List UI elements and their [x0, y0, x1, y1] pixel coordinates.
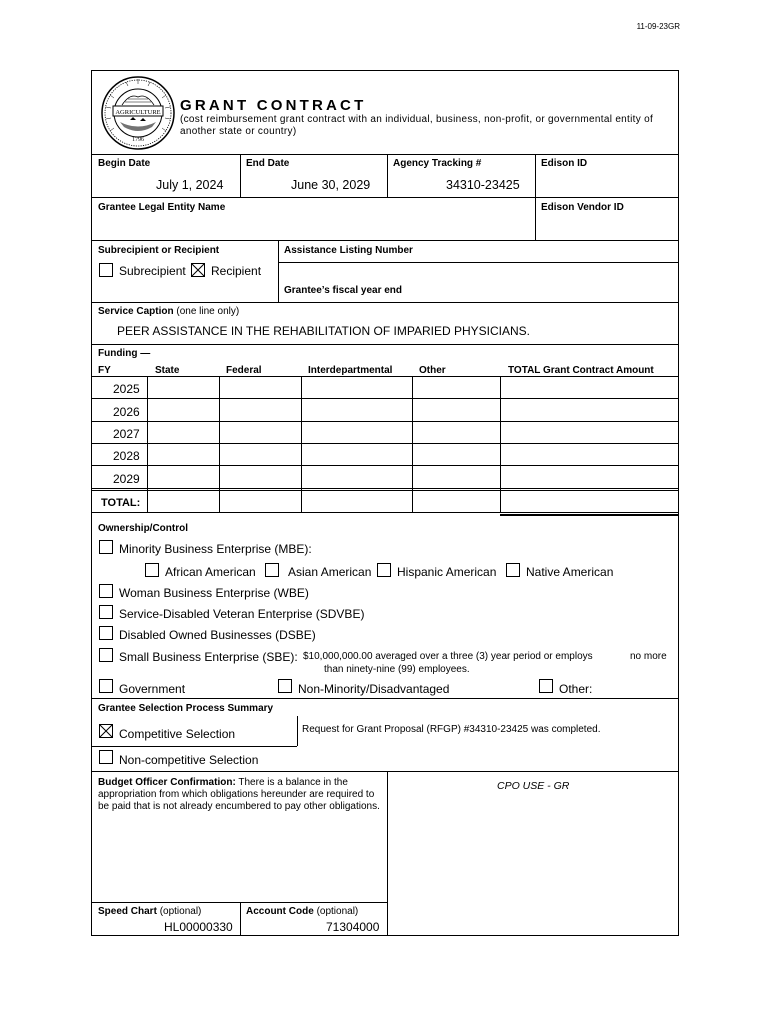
funding-col-fy: FY	[98, 365, 111, 376]
form-subtitle: (cost reimbursement grant contract with an individual, business, non-profit, or governmental entity of another state or country)	[180, 114, 654, 137]
other-ownership-checkbox[interactable]	[539, 679, 553, 693]
seal-year-text: 1796	[132, 137, 144, 143]
agency-tracking-value: 34310-23425	[446, 178, 520, 192]
service-caption-note: (one line only)	[176, 306, 240, 317]
form-id: 11-09-23GR	[636, 22, 680, 31]
service-caption-title: Service Caption	[98, 306, 174, 317]
native-american-checkbox[interactable]	[506, 563, 520, 577]
african-american-label: African American	[165, 565, 256, 579]
competitive-selection-label: Competitive Selection	[119, 727, 236, 741]
speed-chart-label	[98, 906, 201, 917]
funding-col-interdepartmental: Interdepartmental	[308, 365, 393, 376]
non-minority-label: Non-Minority/Disadvantaged	[298, 682, 450, 696]
assistance-listing-number-label: Assistance Listing Number	[284, 245, 413, 256]
form-title: GRANT CONTRACT	[180, 97, 367, 114]
mbe-checkbox[interactable]	[99, 540, 113, 554]
subrecipient-or-recipient-label: Subrecipient or Recipient	[98, 245, 220, 256]
begin-date-value: July 1, 2024	[156, 178, 224, 192]
sbe-note-line-2: than ninety-nine (99) employees.	[324, 664, 470, 675]
ownership-control-label: Ownership/Control	[98, 523, 188, 534]
funding-year-2029: 2029	[113, 472, 140, 486]
grantee-legal-entity-label: Grantee Legal Entity Name	[98, 202, 226, 213]
checked-x-icon	[100, 725, 112, 737]
state-seal-icon	[100, 75, 176, 151]
speed-chart-title: Speed Chart	[98, 906, 157, 917]
wbe-checkbox[interactable]	[99, 584, 113, 598]
dsbe-checkbox[interactable]	[99, 626, 113, 640]
funding-total-label: TOTAL:	[101, 497, 141, 509]
speed-chart-value: HL00000330	[164, 920, 233, 934]
subrecipient-label: Subrecipient	[119, 264, 186, 278]
asian-american-label: Asian American	[288, 565, 372, 579]
budget-officer-confirmation	[98, 777, 382, 813]
competitive-selection-checkbox[interactable]	[99, 724, 113, 738]
non-competitive-selection-label: Non-competitive Selection	[119, 753, 259, 767]
asian-american-checkbox[interactable]	[265, 563, 279, 577]
funding-year-2027: 2027	[113, 427, 140, 441]
hispanic-american-label: Hispanic American	[397, 565, 497, 579]
native-american-label: Native American	[526, 565, 614, 579]
competitive-selection-note: Request for Grant Proposal (RFGP) #34310-23425 was completed.	[302, 724, 601, 735]
end-date-value: June 30, 2029	[291, 178, 371, 192]
sdvbe-checkbox[interactable]	[99, 605, 113, 619]
dsbe-label: Disabled Owned Businesses (DSBE)	[119, 628, 316, 642]
funding-col-state: State	[155, 365, 180, 376]
funding-year-2026: 2026	[113, 405, 140, 419]
wbe-label: Woman Business Enterprise (WBE)	[119, 586, 309, 600]
begin-date-label: Begin Date	[98, 158, 151, 169]
funding-col-other: Other	[419, 365, 446, 376]
recipient-checkbox[interactable]	[191, 263, 205, 277]
account-code-note: (optional)	[316, 906, 359, 917]
account-code-title: Account Code	[246, 906, 314, 917]
mbe-label: Minority Business Enterprise (MBE):	[119, 542, 312, 556]
agency-tracking-label: Agency Tracking #	[393, 158, 482, 169]
edison-id-label: Edison ID	[541, 158, 588, 169]
sbe-checkbox[interactable]	[99, 648, 113, 662]
funding-col-total: TOTAL Grant Contract Amount	[508, 365, 654, 376]
service-caption-value: PEER ASSISTANCE IN THE REHABILITATION OF IMPARIED PHYSICIANS.	[117, 324, 530, 338]
edison-vendor-id-label: Edison Vendor ID	[541, 202, 624, 213]
cpo-use-label: CPO USE - GR	[497, 780, 570, 792]
hispanic-american-checkbox[interactable]	[377, 563, 391, 577]
budget-officer-text: There is a balance in the appropriation from which obligations hereunder are required to be paid that is not already encumbered to pay other obligations.	[98, 777, 380, 812]
funding-year-2028: 2028	[113, 449, 140, 463]
grantee-selection-label: Grantee Selection Process Summary	[98, 703, 274, 714]
speed-chart-note: (optional)	[159, 906, 202, 917]
sdvbe-label: Service-Disabled Veteran Enterprise (SDVBE)	[119, 607, 365, 621]
sbe-label: Small Business Enterprise (SBE):	[119, 650, 298, 664]
non-minority-checkbox[interactable]	[278, 679, 292, 693]
african-american-checkbox[interactable]	[145, 563, 159, 577]
funding-year-2025: 2025	[113, 382, 140, 396]
account-code-label	[246, 906, 358, 917]
funding-col-federal: Federal	[226, 365, 262, 376]
grant-contract-form	[91, 70, 679, 936]
service-caption-label	[98, 306, 239, 317]
account-code-value: 71304000	[326, 920, 380, 934]
recipient-label: Recipient	[211, 264, 262, 278]
end-date-label: End Date	[246, 158, 290, 169]
funding-label: Funding —	[98, 348, 151, 359]
budget-officer-label: Budget Officer Confirmation:	[98, 777, 236, 788]
sbe-note-no-more: no more	[630, 651, 667, 662]
government-label: Government	[119, 682, 186, 696]
grantee-fiscal-year-end-label: Grantee’s fiscal year end	[284, 285, 403, 296]
checked-x-icon	[192, 264, 204, 276]
subrecipient-checkbox[interactable]	[99, 263, 113, 277]
government-checkbox[interactable]	[99, 679, 113, 693]
seal-band-text: AGRICULTURE	[115, 109, 161, 116]
other-ownership-label: Other:	[559, 682, 593, 696]
non-competitive-selection-checkbox[interactable]	[99, 750, 113, 764]
sbe-note-line-1: $10,000,000.00 averaged over a three (3) year period or employs	[303, 651, 593, 662]
